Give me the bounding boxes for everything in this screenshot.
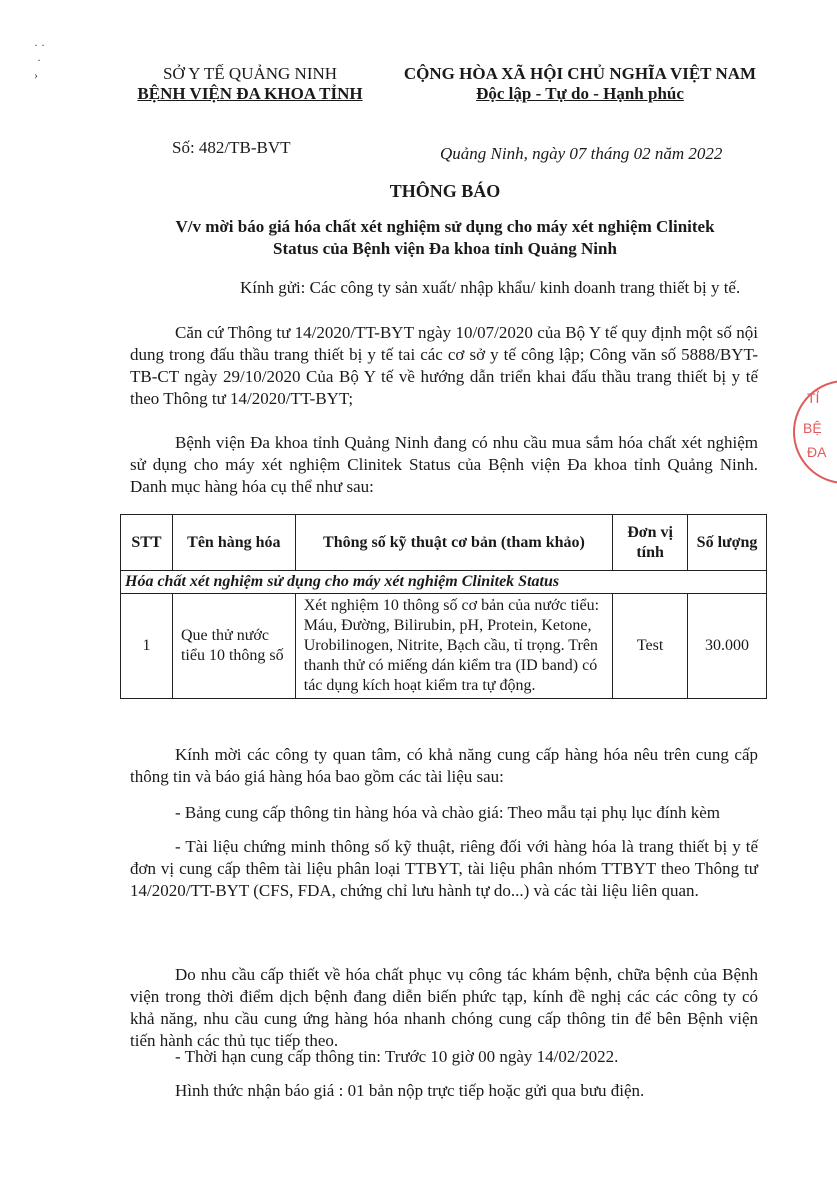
doc-item-2: - Tài liệu chứng minh thông số kỹ thuật, riêng đối với hàng hóa là trang thiết bị y tế đơn vị cung cấp thêm tài liệu phân loại TTBYT, tài liệu phân nhóm TTBYT theo Thông tư 14/2020/TT-BYT (CFS, FDA, chứng chỉ lưu hành tự do...) và các tài liệu liên quan. [130,837,758,900]
table-header-row [121,515,767,571]
deadline: - Thời hạn cung cấp thông tin: Trước 10 giờ 00 ngày 14/02/2022. [175,1047,619,1066]
motto: Độc lập - Tự do - Hạnh phúc [476,84,684,103]
org-name: BỆNH VIỆN ĐA KHOA TỈNH [137,84,363,103]
official-seal [793,380,837,484]
col-qty: Số lượng [688,515,767,571]
seal-text-3: ĐA [807,444,827,460]
table-group-row [121,571,767,594]
cell-name: Que thử nước tiểu 10 thông số [172,594,295,699]
table-row [121,594,767,699]
seal-text-1: TỈ [807,390,820,406]
cell-spec: Xét nghiệm 10 thông số cơ bản của nước tiểu: Máu, Đường, Bilirubin, pH, Protein, Ketone, Urobilinogen, Nitrite, Bạch cầu, tỉ trọng. Trên thanh thử có miếng dán kiểm tra (ID band) có tác dụng kích hoạt kiểm tra tự động. [295,594,612,699]
col-spec: Thông số kỹ thuật cơ bản (tham khảo) [295,515,612,571]
place-date: Quảng Ninh, ngày 07 tháng 02 năm 2022 [440,144,723,163]
cell-stt: 1 [121,594,173,699]
col-name: Tên hàng hóa [172,515,295,571]
need-paragraph: Bệnh viện Đa khoa tỉnh Quảng Ninh đang có nhu cầu mua sắm hóa chất xét nghiệm sử dụng cho máy xét nghiệm Clinitek Status của Bệnh viện Đa khoa tỉnh Quảng Ninh. Danh mục hàng hóa cụ thể như sau: [130,433,758,496]
invite-paragraph: Kính mời các công ty quan tâm, có khả năng cung cấp hàng hóa nêu trên cung cấp thông tin và báo giá hàng hóa bao gồm các tài liệu sau: [130,745,758,786]
scan-marks: · · · › [34,38,45,82]
submission-method: Hình thức nhận báo giá : 01 bản nộp trực tiếp hoặc gửi qua bưu điện. [175,1081,645,1100]
subject-line-2: Status của Bệnh viện Đa khoa tỉnh Quảng Ninh [273,239,617,258]
subject-line-1: V/v mời báo giá hóa chất xét nghiệm sử dụng cho máy xét nghiệm Clinitek [175,217,715,236]
cell-unit: Test [613,594,688,699]
group-label: Hóa chất xét nghiệm sử dụng cho máy xét nghiệm Clinitek Status [121,571,767,594]
country-block [375,64,785,104]
doc-item-1: - Bảng cung cấp thông tin hàng hóa và chào giá: Theo mẫu tại phụ lục đính kèm [175,803,720,822]
legal-basis: Căn cứ Thông tư 14/2020/TT-BYT ngày 10/07/2020 của Bộ Y tế quy định một số nội dung trong đấu thầu trang thiết bị y tế tai các cơ sở y tế công lập; Công văn số 5888/BYT-TB-CT ngày 29/10/2020 Của Bộ Y tế về hướng dẫn triển khai đấu thầu trang thiết bị y tế theo Thông tư 14/2020/TT-BYT; [130,323,758,408]
org-parent: SỞ Y TẾ QUẢNG NINH [162,64,338,83]
recipient: Kính gửi: Các công ty sản xuất/ nhập khẩu/ kinh doanh trang thiết bị y tế. [240,278,741,297]
country-name: CỘNG HÒA XÃ HỘI CHỦ NGHĨA VIỆT NAM [403,64,757,83]
cell-qty: 30.000 [688,594,767,699]
col-unit: Đơn vị tính [613,515,688,571]
doc-title: THÔNG BÁO [389,181,501,201]
seal-text-2: BỆ [803,420,822,436]
org-block [110,64,390,104]
doc-number: Số: 482/TB-BVT [172,138,291,157]
goods-table [120,514,767,699]
col-stt: STT [121,515,173,571]
urgency-paragraph: Do nhu cầu cấp thiết về hóa chất phục vụ công tác khám bệnh, chữa bệnh của Bệnh viện trong thời điểm dịch bệnh đang diễn biến phức tạp, kính đề nghị các các công ty có khả năng, nhu cầu cung ứng hàng hóa nhanh chóng cung cấp thông tin để bên Bệnh viện tiến hành các thủ tục tiếp theo. [130,965,758,1050]
doc-subject [110,216,780,260]
